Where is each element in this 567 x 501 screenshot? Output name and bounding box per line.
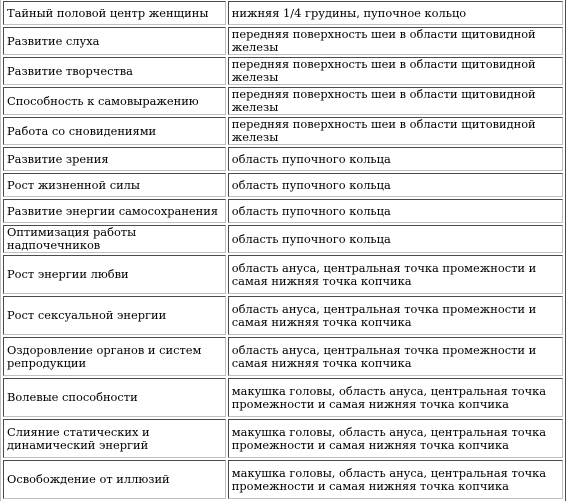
effect-cell: Слияние статических и динамический энергий: [3, 419, 226, 458]
location-cell: область пупочного кольца: [228, 199, 563, 223]
location-cell: передняя поверхность шеи в области щитовидной железы: [228, 117, 563, 145]
location-cell: область пупочного кольца: [228, 173, 563, 197]
table-row: [3, 296, 563, 335]
effect-cell: Волевые способности: [3, 378, 226, 417]
effect-cell: Работа со сновидениями: [3, 117, 226, 145]
effect-cell: Развитие энергии самосохранения: [3, 199, 226, 223]
location-cell: передняя поверхность шеи в области щитовидной железы: [228, 27, 563, 55]
table-row: [3, 378, 563, 417]
table-row: [3, 57, 563, 85]
table-row: [3, 87, 563, 115]
effect-cell: Рост энергии любви: [3, 255, 226, 294]
effect-cell: Освобождение от иллюзий: [3, 460, 226, 499]
location-cell: макушка головы, область ануса, центральная точка промежности и самая нижняя точка копчика: [228, 378, 563, 417]
table-row: [3, 199, 563, 223]
table-row: [3, 225, 563, 253]
table-row: [3, 460, 563, 499]
effect-cell: Развитие слуха: [3, 27, 226, 55]
effect-cell: Развитие творчества: [3, 57, 226, 85]
location-cell: область ануса, центральная точка промежности и самая нижняя точка копчика: [228, 296, 563, 335]
location-cell: передняя поверхность шеи в области щитовидной железы: [228, 87, 563, 115]
location-cell: нижняя 1/4 грудины, пупочное кольцо: [228, 1, 563, 25]
effect-cell: Оздоровление органов и систем репродукции: [3, 337, 226, 376]
effect-cell: Рост сексуальной энергии: [3, 296, 226, 335]
table-row: [3, 1, 563, 25]
table-row: [3, 255, 563, 294]
location-cell: область пупочного кольца: [228, 225, 563, 253]
table-row: [3, 173, 563, 197]
location-cell: область ануса, центральная точка промежности и самая нижняя точка копчика: [228, 337, 563, 376]
location-cell: область пупочного кольца: [228, 147, 563, 171]
table-row: [3, 337, 563, 376]
table-row: [3, 419, 563, 458]
table-row: [3, 27, 563, 55]
table-row: [3, 117, 563, 145]
effect-cell: Способность к самовыражению: [3, 87, 226, 115]
location-cell: передняя поверхность шеи в области щитовидной железы: [228, 57, 563, 85]
effect-cell: Рост жизненной силы: [3, 173, 226, 197]
location-cell: макушка головы, область ануса, центральная точка промежности и самая нижняя точка копчика: [228, 419, 563, 458]
table-row: [3, 147, 563, 171]
effect-cell: Развитие зрения: [3, 147, 226, 171]
effect-cell: Тайный половой центр женщины: [3, 1, 226, 25]
location-cell: макушка головы, область ануса, центральная точка промежности и самая нижняя точка копчика: [228, 460, 563, 499]
location-cell: область ануса, центральная точка промежности и самая нижняя точка копчика: [228, 255, 563, 294]
effect-cell: Оптимизация работы надпочечников: [3, 225, 226, 253]
